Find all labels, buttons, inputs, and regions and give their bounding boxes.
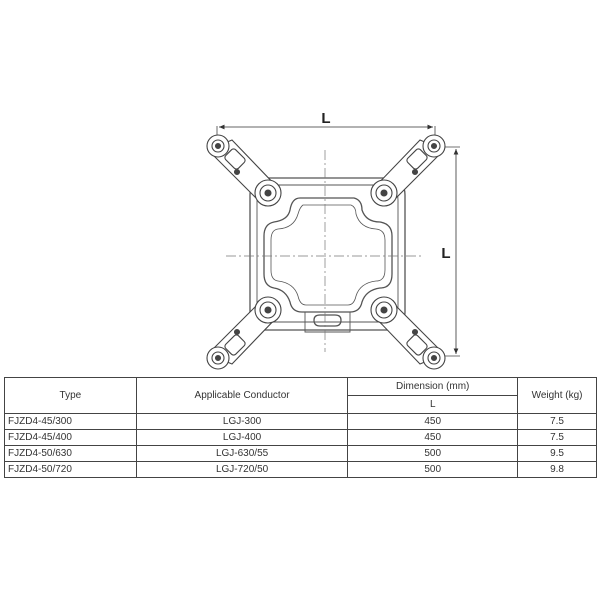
header-type: Type	[5, 378, 137, 414]
arm-top-left	[207, 135, 281, 206]
vertical-dimension-label: L	[441, 245, 451, 262]
header-weight: Weight (kg)	[518, 378, 597, 414]
cell-weight: 7.5	[518, 430, 597, 446]
header-dimension-l: L	[348, 396, 518, 414]
arm-top-right	[371, 135, 445, 206]
cell-weight: 9.8	[518, 462, 597, 478]
header-dimension: Dimension (mm)	[348, 378, 518, 396]
vertical-dimension	[438, 147, 460, 356]
cell-conductor: LGJ-300	[136, 414, 348, 430]
cell-weight: 9.5	[518, 446, 597, 462]
cell-dimension: 450	[348, 430, 518, 446]
cell-type: FJZD4-50/720	[5, 462, 137, 478]
cell-type: FJZD4-50/630	[5, 446, 137, 462]
specification-table	[4, 377, 597, 478]
table-row	[5, 414, 597, 430]
cell-weight: 7.5	[518, 414, 597, 430]
arm-bottom-right	[371, 297, 445, 369]
horizontal-dimension	[217, 110, 435, 146]
cell-type: FJZD4-45/400	[5, 430, 137, 446]
cell-dimension: 500	[348, 446, 518, 462]
table-row	[5, 462, 597, 478]
cell-dimension: 450	[348, 414, 518, 430]
cell-conductor: LGJ-400	[136, 430, 348, 446]
table-row	[5, 446, 597, 462]
table-row	[5, 430, 597, 446]
arm-bottom-left	[207, 297, 281, 369]
horizontal-dimension-label: L	[321, 110, 331, 127]
cell-conductor: LGJ-630/55	[136, 446, 348, 462]
cell-dimension: 500	[348, 462, 518, 478]
header-conductor: Applicable Conductor	[136, 378, 348, 414]
cell-conductor: LGJ-720/50	[136, 462, 348, 478]
cell-type: FJZD4-45/300	[5, 414, 137, 430]
